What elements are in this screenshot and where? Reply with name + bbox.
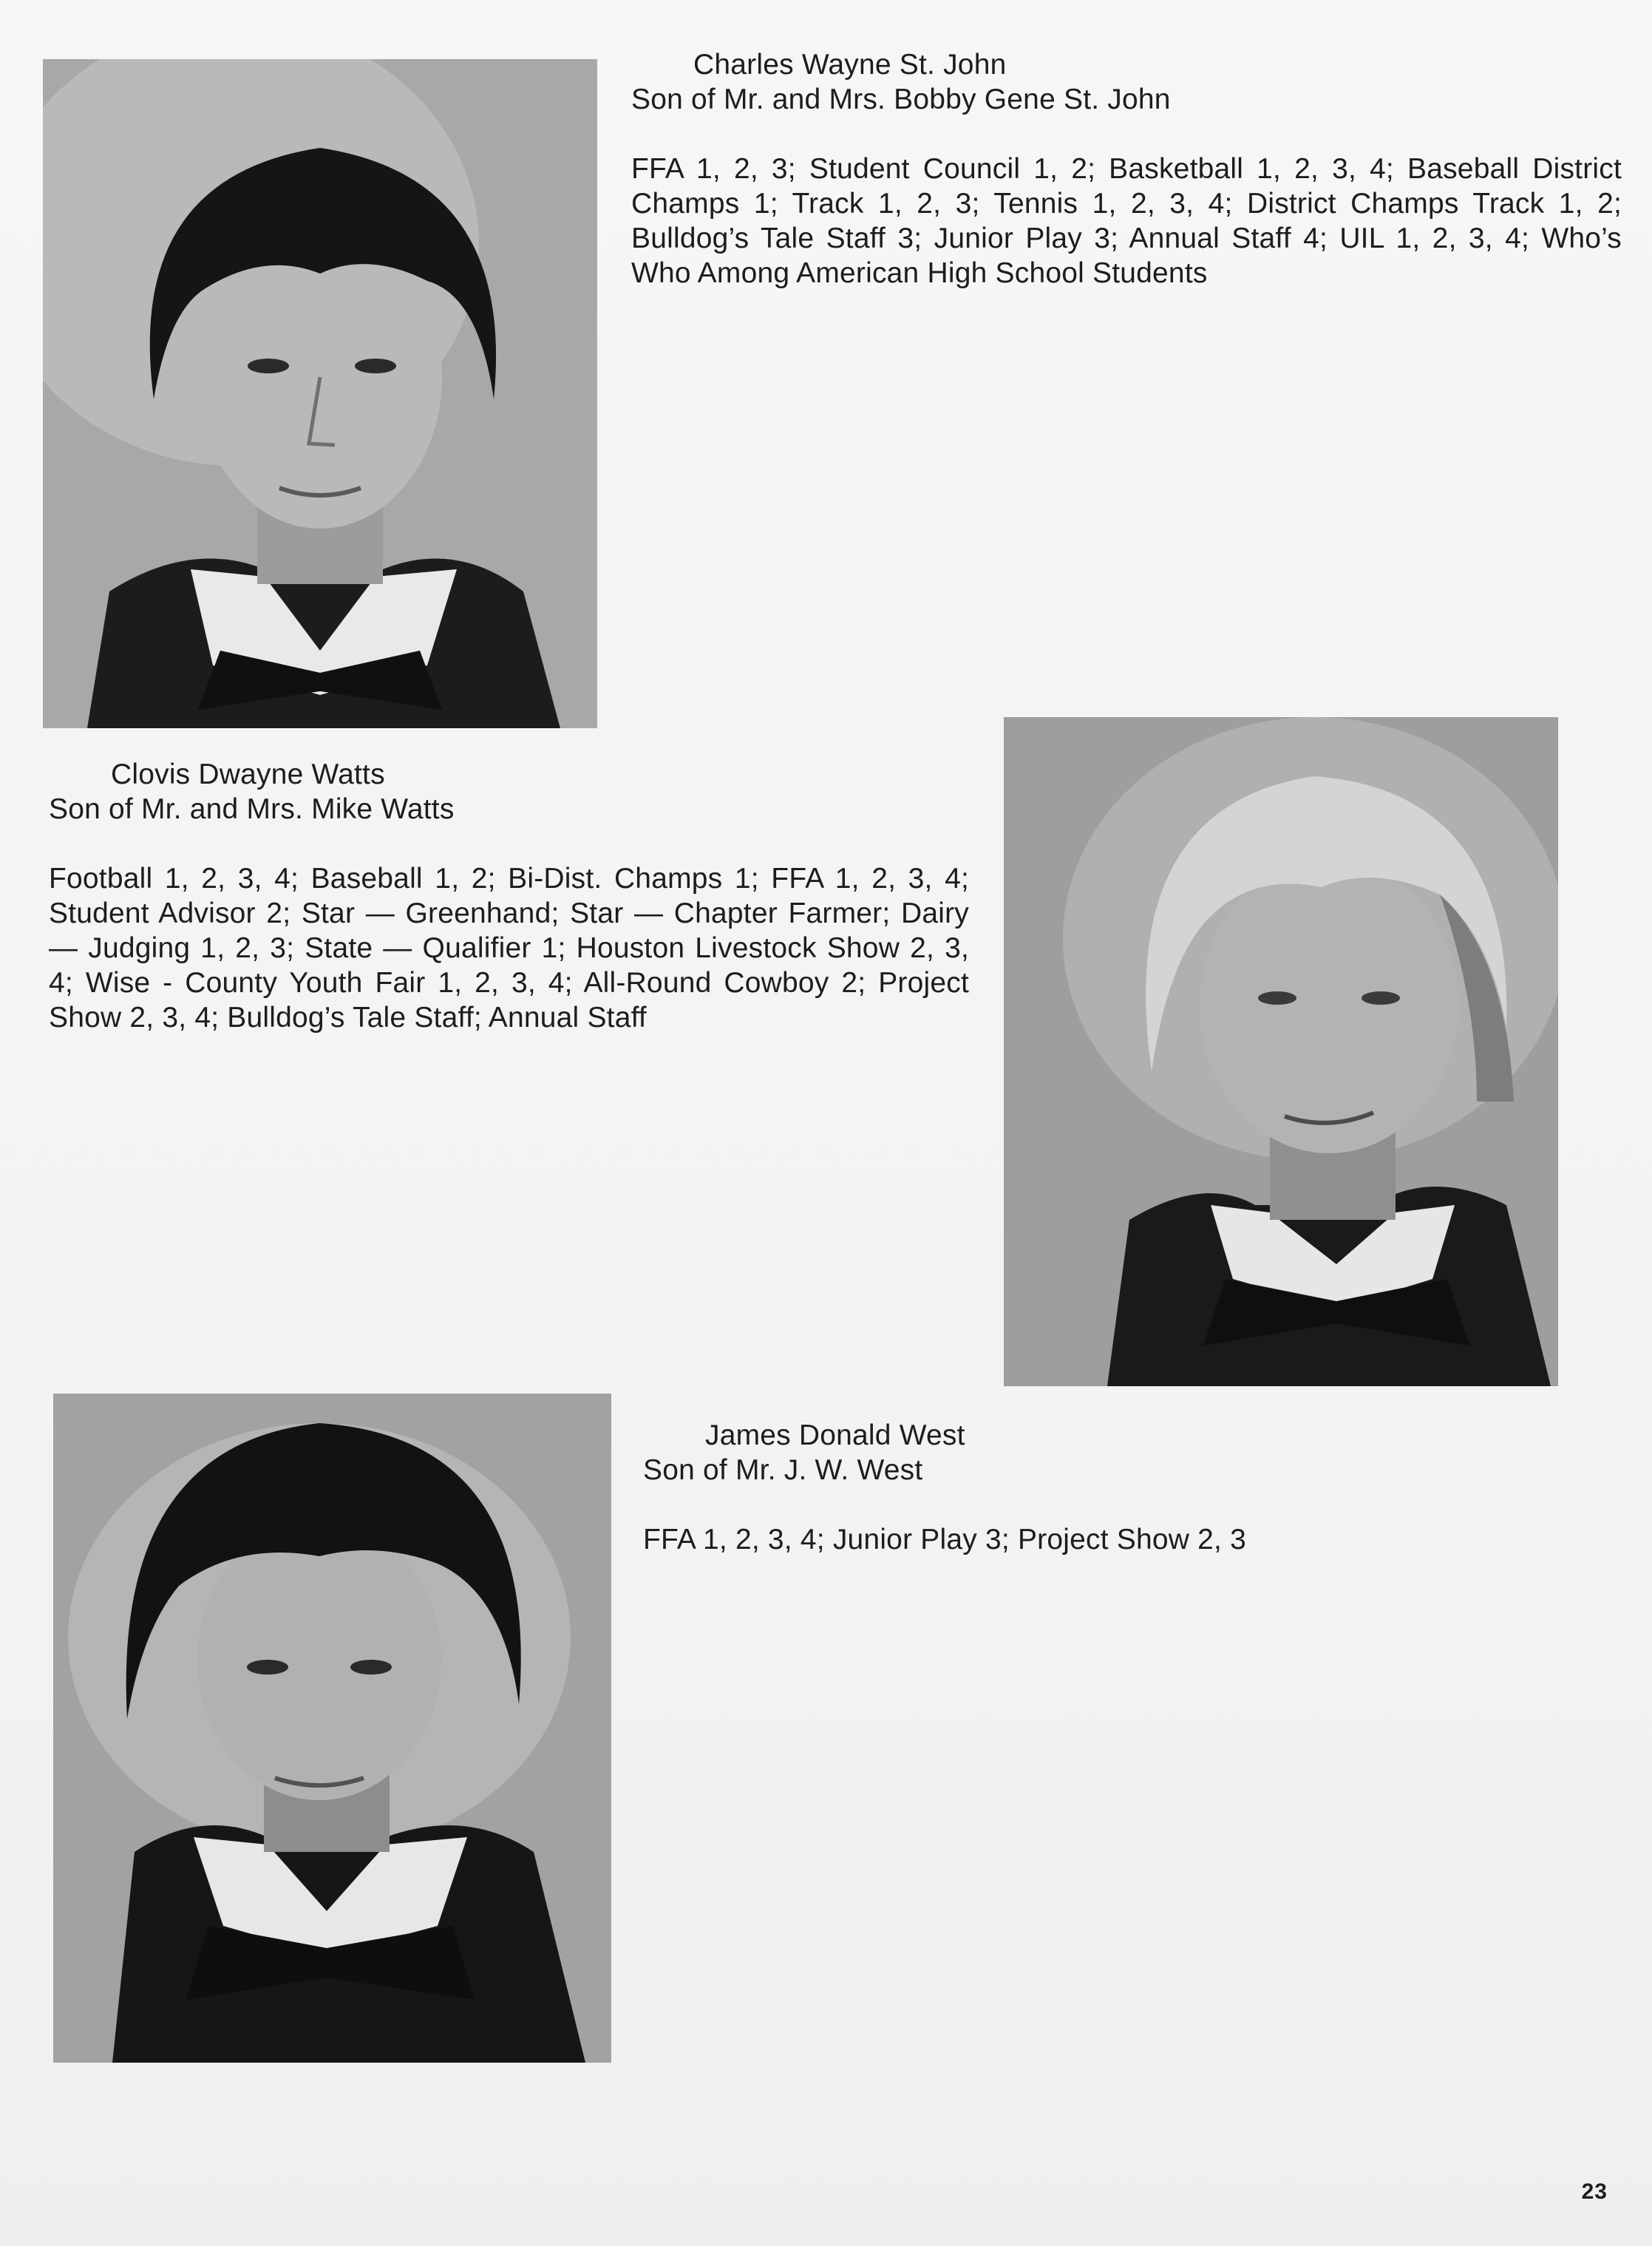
student-activities: Football 1, 2, 3, 4; Baseball 1, 2; Bi-Dist. Champs 1; FFA 1, 2, 3, 4; Student Advisor 2; Star — Greenhand; Star — Chapter Farmer; Dairy — Judging 1, 2, 3; State — Qualifier 1; Houston Livestock Show 2, 3, 4; Wise - County Youth Fair 1, 2, 3, 4; All-Round Cowboy 2; Project Show 2, 3, 4; Bulldog’s Tale Staff; Annual Staff	[49, 863, 969, 1034]
student-entry-west	[643, 1418, 1604, 1557]
student-activities: FFA 1, 2, 3; Student Council 1, 2; Basketball 1, 2, 3, 4; Baseball District Champs 1; Track 1, 2, 3; Tennis 1, 2, 3, 4; District Champs Track 1, 2; Bulldog’s Tale Staff 3; Junior Play 3; Annual Staff 4; UIL 1, 2, 3, 4; Who’s Who Among American High School Students	[631, 153, 1622, 289]
student-name: James Donald West	[705, 1419, 965, 1451]
student-activities: FFA 1, 2, 3, 4; Junior Play 3; Project Show 2, 3	[643, 1524, 1247, 1555]
student-parents: Son of Mr. and Mrs. Bobby Gene St. John	[631, 84, 1171, 115]
student-name: Clovis Dwayne Watts	[111, 759, 385, 790]
portrait-photo-st-john	[43, 59, 597, 728]
student-name: Charles Wayne St. John	[693, 49, 1007, 81]
student-parents: Son of Mr. J. W. West	[643, 1454, 923, 1486]
student-entry-watts	[49, 757, 969, 1035]
student-parents: Son of Mr. and Mrs. Mike Watts	[49, 793, 455, 825]
student-entry-st-john	[631, 47, 1622, 291]
page-number: 23	[1581, 2179, 1608, 2204]
portrait-photo-west	[53, 1394, 611, 2063]
portrait-photo-watts	[1004, 717, 1558, 1386]
